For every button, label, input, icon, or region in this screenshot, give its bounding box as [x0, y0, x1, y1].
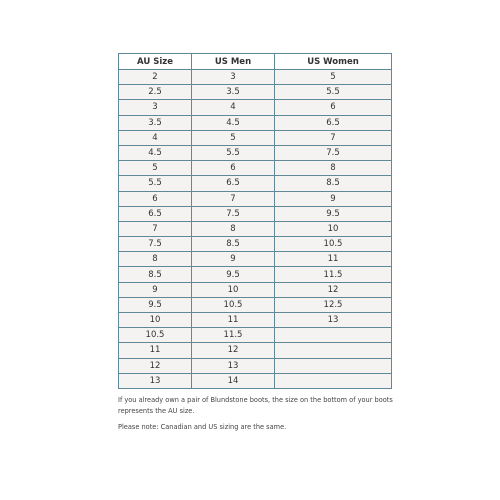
- us-women-cell: 12: [275, 282, 392, 297]
- au-size-cell: 5: [119, 161, 192, 176]
- note-canadian-us: Please note: Canadian and US sizing are the same.: [118, 423, 287, 431]
- us-women-cell: 7.5: [275, 145, 392, 160]
- us-women-cell: 5.5: [275, 85, 392, 100]
- us-women-cell: 11.5: [275, 267, 392, 282]
- au-size-cell: 11: [119, 343, 192, 358]
- header-us-men: US Men: [192, 54, 275, 70]
- us-men-cell: 11.5: [192, 328, 275, 343]
- us-women-cell: 6.5: [275, 115, 392, 130]
- us-men-cell: 14: [192, 373, 275, 388]
- us-women-cell: 10.5: [275, 237, 392, 252]
- us-men-cell: 10.5: [192, 297, 275, 312]
- us-women-cell: 8.5: [275, 176, 392, 191]
- table-row: [119, 176, 392, 191]
- us-men-cell: 5.5: [192, 145, 275, 160]
- us-men-cell: 11: [192, 313, 275, 328]
- header-au-size: AU Size: [119, 54, 192, 70]
- us-women-cell: [275, 358, 392, 373]
- table-row: [119, 145, 392, 160]
- us-men-cell: 4.5: [192, 115, 275, 130]
- table-row: [119, 297, 392, 312]
- au-size-cell: 10: [119, 313, 192, 328]
- us-men-cell: 3: [192, 70, 275, 85]
- us-men-cell: 5: [192, 130, 275, 145]
- au-size-cell: 5.5: [119, 176, 192, 191]
- us-women-cell: 8: [275, 161, 392, 176]
- table-body: [119, 70, 392, 389]
- us-men-cell: 8.5: [192, 237, 275, 252]
- au-size-cell: 3: [119, 100, 192, 115]
- us-women-cell: 12.5: [275, 297, 392, 312]
- au-size-cell: 9.5: [119, 297, 192, 312]
- au-size-cell: 6.5: [119, 206, 192, 221]
- us-men-cell: 8: [192, 221, 275, 236]
- notes: [118, 395, 398, 438]
- table-row: [119, 85, 392, 100]
- au-size-cell: 6: [119, 191, 192, 206]
- table-row: [119, 130, 392, 145]
- table-row: [119, 70, 392, 85]
- us-women-cell: 9.5: [275, 206, 392, 221]
- us-men-cell: 7: [192, 191, 275, 206]
- table-row: [119, 161, 392, 176]
- au-size-cell: 10.5: [119, 328, 192, 343]
- us-women-cell: 6: [275, 100, 392, 115]
- table-row: [119, 115, 392, 130]
- us-women-cell: 9: [275, 191, 392, 206]
- au-size-cell: 2.5: [119, 85, 192, 100]
- us-women-cell: 11: [275, 252, 392, 267]
- au-size-cell: 2: [119, 70, 192, 85]
- us-men-cell: 6: [192, 161, 275, 176]
- us-men-cell: 13: [192, 358, 275, 373]
- au-size-cell: 7: [119, 221, 192, 236]
- au-size-cell: 4: [119, 130, 192, 145]
- au-size-cell: 8.5: [119, 267, 192, 282]
- us-men-cell: 12: [192, 343, 275, 358]
- us-women-cell: 13: [275, 313, 392, 328]
- table-row: [119, 328, 392, 343]
- us-women-cell: 7: [275, 130, 392, 145]
- table-row: [119, 191, 392, 206]
- table-row: [119, 282, 392, 297]
- us-men-cell: 3.5: [192, 85, 275, 100]
- size-chart-table: [118, 53, 392, 389]
- table-row: [119, 313, 392, 328]
- au-size-cell: 13: [119, 373, 192, 388]
- table-row: [119, 221, 392, 236]
- au-size-cell: 3.5: [119, 115, 192, 130]
- table-row: [119, 100, 392, 115]
- us-women-cell: 10: [275, 221, 392, 236]
- table-row: [119, 237, 392, 252]
- au-size-cell: 9: [119, 282, 192, 297]
- table-row: [119, 267, 392, 282]
- au-size-cell: 12: [119, 358, 192, 373]
- us-women-cell: [275, 373, 392, 388]
- table-header-row: [119, 54, 392, 70]
- us-men-cell: 10: [192, 282, 275, 297]
- us-men-cell: 4: [192, 100, 275, 115]
- note-au-size: If you already own a pair of Blundstone boots, the size on the bottom of your boots represents the AU size.: [118, 396, 393, 415]
- header-us-women: US Women: [275, 54, 392, 70]
- us-men-cell: 6.5: [192, 176, 275, 191]
- us-men-cell: 9: [192, 252, 275, 267]
- au-size-cell: 8: [119, 252, 192, 267]
- table-row: [119, 206, 392, 221]
- us-men-cell: 9.5: [192, 267, 275, 282]
- table-row: [119, 373, 392, 388]
- us-women-cell: [275, 328, 392, 343]
- table-row: [119, 252, 392, 267]
- us-men-cell: 7.5: [192, 206, 275, 221]
- us-women-cell: [275, 343, 392, 358]
- table-row: [119, 343, 392, 358]
- us-women-cell: 5: [275, 70, 392, 85]
- table-row: [119, 358, 392, 373]
- au-size-cell: 7.5: [119, 237, 192, 252]
- au-size-cell: 4.5: [119, 145, 192, 160]
